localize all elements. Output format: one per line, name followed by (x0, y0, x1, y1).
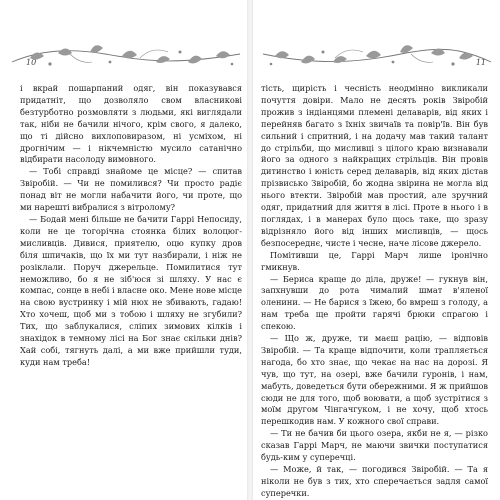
left-page-text (20, 83, 242, 369)
right-page-header-ornament (261, 40, 493, 76)
paragraph: — Ти не бачив би цього озера, якби не я, — різко сказав Гаррі Марч, не маючи звички поступатися будь-ким у суперечці. (261, 428, 488, 463)
paragraph: і вкрай пошарпаний одяг, він показувався придатніт, що дозволяло свом власникові безтурботно розмовляти з людьми, які виглядали так, ніби не бачили нічого, крім свого, я далеко, що ті дійсно вихлоповиразом, ні усміхом, ні дрогнічим — і нікчемністю мусило сатанічно відбирати насолоду вимовного. (20, 83, 242, 165)
left-page-header-ornament (10, 40, 242, 76)
paragraph: — Бодай мені більше не бачити Гаррі Непосиду, коли не це тогорічна стоянка білих волоцюг-мисливців. Дивися, приятелю, оцю купку дров біля шпичаків, що їх ми тут назбирали, і ніж не розіклали. Поруч джерельце. Помилитися тут неможливо, бо я не зіб'юся зі шляху. У нас є компас, сонце в небі і власне око. Мене нове місце на свою вустринку і мій нюх не збивають, гадаю! Хто хочеш, щоб ми з тобою і шляху не згубили? Тих, що заблукалися, сліпих зимових кілків і знахідок в темному лісі на Бог знає скільки днів? Хай собі, тягнуть далі, а ми вже прийшли туди, куди нам треба! (20, 213, 242, 367)
paragraph: Помітивши це, Гаррі Марч лише іронічно гмикнув. (261, 249, 488, 272)
vine-ornament-icon (10, 40, 242, 76)
right-page-number: 11 (475, 58, 486, 67)
right-page (253, 0, 500, 500)
paragraph: — Що ж, друже, ти маєш рацію, — відповів Звіробій. — Та краще відпочити, коли трапляється нагода, бо хто знає, що чекає на нас на дорозі. Я чув, що тут, на озері, вже бачили гуронів, і нам, мабуть, доведеться бути обережними. Я ж прийшов сюди не для того, щоб воювати, а щоб зустрітися з моїм другом Чінгачгуком, і не хочу, щоб хтось перешкодив нам. У кожного свої справи. (261, 333, 488, 427)
paragraph: тість, щирість і чесність неодмінно викликали почуття довіри. Мало не десять років Звіробій прожив з індіанцями племені делаварів, від яких і перейняв багато з їхніх звичаїв та повір'їв. Він був сильний і спритний, і на додачу мав такий талант до стрільби, що мисливці з цілого краю визнавали його за одного з найкращих стрільців. Він провів дитинство і юність серед делаварів, від яких дістав прізвисько Звіробій, бо жодна звірина не могла від нього втекти. Звіробій мав простий, але зручний одяг, придатний для життя в лісі. Проте в нього і в поглядах, і в манерах було щось таке, що зразу відрізняло його від інших мисливців, — щось безпосереднє, чисте і чесне, наче лісове джерело. (261, 83, 488, 248)
paragraph: — Може, й так, — погодився Звіробій. — Та я ніколи не був з тих, хто сперечається задля самої суперечки. (261, 464, 488, 498)
paragraph: — Бериса краще до діла, друже! — гукнув він, запхнувши до рота чималий шмат в'яленої оленини. — Не барися з їжею, бо вмреш з голоду, а нам треба ще пройти гарячі брюки спрагою і спекою. (261, 273, 488, 332)
vine-ornament-icon (261, 40, 493, 76)
left-page (0, 0, 247, 500)
right-page-text (261, 83, 488, 500)
left-page-number: 10 (26, 58, 37, 67)
paragraph: — Тобі справді знайоме це місце? — спитав Звіробій. — Чи не помилився? Чи просто радіє понад віт не могли набачити його, чи проте, що ми нарешті вибралися з вітролому? (20, 166, 242, 213)
